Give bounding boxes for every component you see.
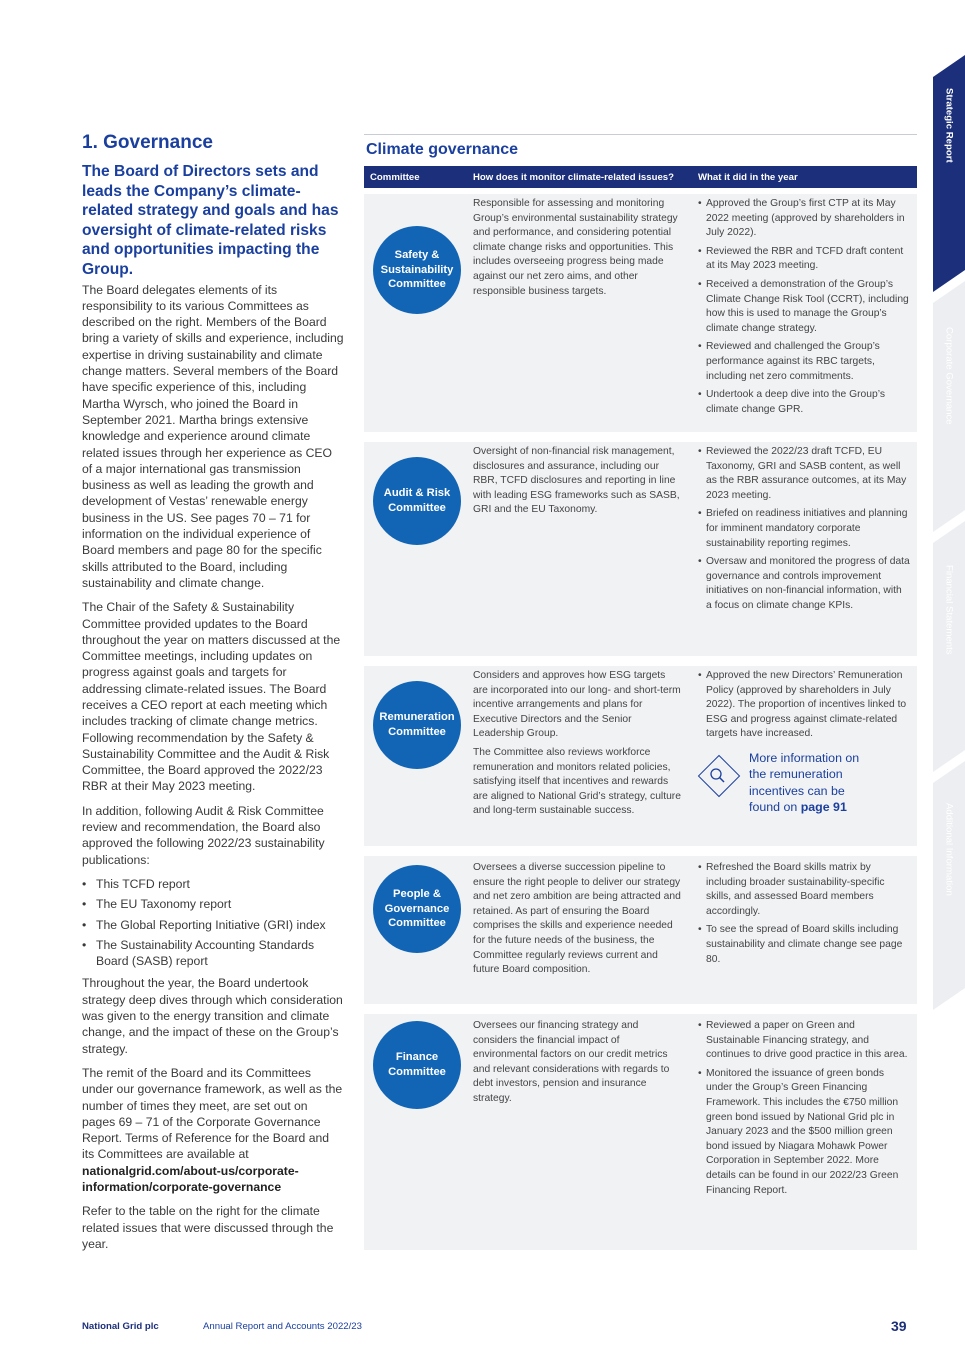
table-row bbox=[364, 666, 917, 846]
monitor-text: Responsible for assessing and monitoring Group’s environmental sustainability strategy and performance, and considering potential climate change risks and opportunities. This includes overseeing progress being made against our net zero aims, and other responsible business targets. bbox=[473, 198, 678, 297]
list-item: • Undertook a deep dive into the Group’s climate change GPR. bbox=[698, 388, 910, 417]
list-item: • Monitored the issuance of green bonds under the Group’s Green Financing Framework. This includes the €750 million green bond issued by National Grid plc in January 2023 and the $500 million green bond issued by Niagara Mohawk Power Corporation in September 2022. More details can be found in our 2022/23 Green Financing Report. bbox=[698, 1067, 910, 1198]
table-title: Climate governance bbox=[366, 141, 519, 158]
list-item: • Reviewed the 2022/23 draft TCFD, EU Taxonomy, GRI and SASB content, as well as the RBR assurance outcomes, at its May 2023 meeting. bbox=[698, 445, 910, 503]
table-header bbox=[364, 166, 917, 188]
list-item: • Reviewed the RBR and TCFD draft content at its May 2023 meeting. bbox=[698, 245, 910, 274]
more-info-text bbox=[749, 750, 879, 816]
committee-badge bbox=[373, 226, 461, 314]
publications-list bbox=[82, 876, 344, 969]
list-item: • The EU Taxonomy report bbox=[82, 896, 344, 912]
page-reference-link[interactable]: page 91 bbox=[800, 800, 847, 815]
paragraph-publications-intro: In addition, following Audit & Risk Committee review and recommendation, the Board also approved the following 2022/23 sustainability publications: bbox=[82, 803, 325, 867]
monitor-text: The Committee also reviews workforce remuneration and monitors related policies, satisfying itself that incentives and rewards are aligned to National Grid’s strategy, culture and long-term sustainable success. bbox=[473, 746, 681, 817]
committee-badge bbox=[373, 457, 461, 545]
governance-link[interactable]: nationalgrid.com/about-us/corporate-information/corporate-governance bbox=[82, 1163, 299, 1194]
climate-governance-table bbox=[364, 134, 917, 1250]
tab-corporate-governance[interactable]: Corporate Governance bbox=[943, 327, 955, 425]
paragraph-strategy-dives: Throughout the year, the Board undertook strategy deep dives through which consideration was given to the energy transition and climate change, and the impact of these on the Group’s strategy. bbox=[82, 976, 343, 1056]
monitor-text: Oversees a diverse succession pipeline to ensure the right people to deliver our strategy and net zero ambition are being attracted and retained. As part of ensuring the Board comprises the skills and experience needed for the future needs of the business, the Committee regularly reviews current and future Board composition. bbox=[473, 862, 681, 976]
header-monitor: How does it monitor climate-related issues? bbox=[473, 172, 674, 183]
list-item: • Reviewed a paper on Green and Sustainable Financing strategy, and continues to drive good practice in this area. bbox=[698, 1019, 910, 1063]
list-item: • To see the spread of Board skills including sustainability and climate change see page 80. bbox=[698, 923, 910, 967]
committee-name: Remuneration Committee bbox=[379, 711, 455, 738]
list-item: • Oversaw and monitored the progress of data governance and controls improvement initiatives on non-financial information, with a focus on climate change KPIs. bbox=[698, 555, 910, 613]
paragraph-chair-updates: The Chair of the Safety & Sustainability Committee provided updates to the Board throughout the year on matters discussed at the Committee meetings, including updates on progress against goals and targets for addressing climate-related issues. The Board receives a CEO report at each meeting which includes tracking of climate change metrics. Following recommendation by the Safety & Sustainability Committee and the Audit & Risk Committee, the Board approved the 2022/23 RBR at their May 2023 meeting. bbox=[82, 600, 341, 794]
did-cell bbox=[698, 861, 910, 971]
more-info-callout[interactable] bbox=[698, 750, 910, 814]
tab-financial-statements[interactable]: Financial Statements bbox=[943, 565, 955, 655]
page-number: 39 bbox=[891, 1318, 907, 1334]
list-item: • This TCFD report bbox=[82, 876, 344, 892]
governance-section bbox=[82, 132, 344, 1260]
list-item: • Briefed on readiness initiatives and planning for imminent mandatory corporate sustainability reporting regimes. bbox=[698, 507, 910, 551]
committee-name: Audit & Risk Committee bbox=[383, 487, 451, 514]
monitor-cell bbox=[473, 197, 683, 303]
lead-statement: The Board of Directors sets and leads the Company’s climate-related strategy and goals and has oversight of climate-related risks and opportunities impacting the Group. bbox=[82, 163, 339, 278]
committee-name: Finance Committee bbox=[388, 1051, 446, 1078]
paragraph-board-delegation: The Board delegates elements of its responsibility to its various Committees as described on the right. Members of the Board bring a variety of skills and experience, including expertise in driving sustainability and climate change matters. Several members of the Board have specific experience of this, including Martha Wyrsch, who joined the Board in September 2021. Martha brings extensive knowledge and experience around climate related issues through her experience as CEO of a major international gas transmission business as well as leading the growth and development of Vestas’ renewable energy business in the US. See pages 70 – 71 for information on the individual experience of Board members and page 80 for the specific skills attributed to the Board, including sustainability and climate change. bbox=[82, 282, 344, 590]
tab-additional-information[interactable]: Additional Information bbox=[943, 803, 955, 896]
committee-badge bbox=[373, 681, 461, 769]
did-cell bbox=[698, 1019, 910, 1202]
more-info-label: More information on the remuneration incentives can be found on bbox=[749, 750, 860, 815]
footer-company: National Grid plc bbox=[82, 1321, 159, 1332]
list-item: • Approved the new Directors’ Remuneration Policy (approved by shareholders in July 2022). The proportion of incentives linked to ESG and progress against climate-related targets have increased. bbox=[698, 669, 910, 742]
list-item: • The Sustainability Accounting Standards Board (SASB) report bbox=[82, 937, 344, 970]
header-did: What it did in the year bbox=[698, 172, 798, 183]
monitor-cell bbox=[473, 861, 683, 982]
monitor-cell bbox=[473, 445, 683, 522]
monitor-text: Oversees our financing strategy and considers the financial impact of environmental factors on our credit metrics and relevant considerations with regards to debt investors, pension and insurance strategy. bbox=[473, 1020, 670, 1104]
monitor-cell bbox=[473, 669, 683, 823]
footer-report-title: Annual Report and Accounts 2022/23 bbox=[203, 1321, 362, 1332]
table-row bbox=[364, 442, 917, 656]
tab-strategic-report[interactable]: Strategic Report bbox=[943, 88, 955, 163]
paragraph-refer: Refer to the table on the right for the climate related issues that were discussed through the year. bbox=[82, 1204, 334, 1251]
list-item: • The Global Reporting Initiative (GRI) index bbox=[82, 917, 344, 933]
committee-name: People & Governance Committee bbox=[384, 888, 450, 930]
committee-name: Safety & Sustainability Committee bbox=[380, 249, 454, 291]
list-item: • Received a demonstration of the Group’s Climate Change Risk Tool (CCRT), including how this is used to manage the Group’s climate change strategy. bbox=[698, 278, 910, 336]
list-item: • Approved the Group’s first CTP at its May 2022 meeting (approved by shareholders in July 2022). bbox=[698, 197, 910, 241]
monitor-text: Considers and approves how ESG targets are incorporated into our long- and short-term incentive arrangements and plans for Executive Directors and the Senior Leadership Group. bbox=[473, 670, 681, 740]
header-committee: Committee bbox=[370, 172, 420, 183]
table-row bbox=[364, 1014, 917, 1250]
list-item: • Reviewed and challenged the Group’s performance against its RBC targets, including net zero commitments. bbox=[698, 340, 910, 384]
committee-badge bbox=[373, 1021, 461, 1109]
table-row bbox=[364, 194, 917, 432]
table-row bbox=[364, 856, 917, 1004]
remit-text: The remit of the Board and its Committees under our governance framework, as well as the number of times they meet, are set out on pages 69 – 71 of the Corporate Governance Report. Terms of Reference for the Board and its Committees are available at bbox=[82, 1065, 343, 1162]
divider bbox=[364, 134, 917, 135]
did-cell bbox=[698, 669, 910, 814]
did-cell bbox=[698, 197, 910, 421]
committee-badge bbox=[373, 865, 461, 953]
magnifier-icon bbox=[702, 760, 734, 792]
list-item: • Refreshed the Board skills matrix by including broader sustainability-specific skills, and assessed Board members accordingly. bbox=[698, 861, 910, 919]
section-heading: 1. Governance bbox=[82, 132, 213, 153]
monitor-text: Oversight of non-financial risk management, disclosures and assurance, including our RBR, TCFD disclosures and reporting in line with leading ESG frameworks such as SASB, GRI and the EU Taxonomy. bbox=[473, 446, 680, 516]
paragraph-remit bbox=[82, 1065, 344, 1195]
did-cell bbox=[698, 445, 910, 618]
monitor-cell bbox=[473, 1019, 683, 1111]
